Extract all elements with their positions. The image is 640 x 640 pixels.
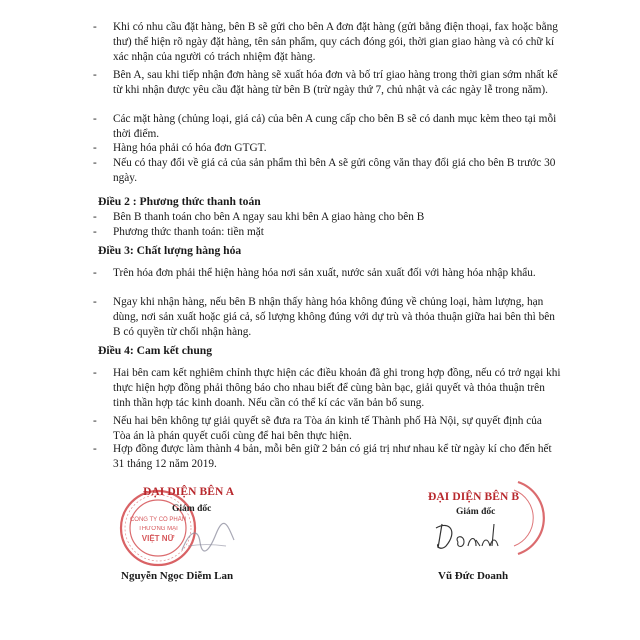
- bullet-dash: -: [93, 443, 97, 455]
- bullet-dash: -: [93, 157, 97, 169]
- party-b-name: Vũ Đức Doanh: [438, 570, 509, 582]
- list-item: [93, 295, 561, 341]
- list-item: [93, 112, 561, 142]
- list-item: [93, 266, 561, 281]
- bullet-dash: -: [93, 267, 97, 279]
- list-item: [93, 442, 561, 472]
- item-text: Bên B thanh toán cho bên A ngay sau khi bên A giao hàng cho bên B: [113, 211, 425, 223]
- list-item: [93, 141, 561, 156]
- list-item: [93, 156, 561, 186]
- bullet-dash: -: [93, 113, 97, 125]
- party-a-title: ĐẠI DIỆN BÊN A: [143, 486, 235, 498]
- item-text: Hàng hóa phải có hóa đơn GTGT.: [113, 142, 267, 154]
- stamp-line: THƯƠNG MẠI: [138, 526, 178, 532]
- bullet-dash: -: [93, 226, 97, 238]
- list-item: [93, 366, 561, 412]
- bullet-dash: -: [93, 142, 97, 154]
- item-text: Khi có nhu cầu đặt hàng, bên B sẽ gửi cho bên A đơn đặt hàng (gửi bằng điện thoại, fax hoặc bằng thư) thể hiện rõ ngày đặt hàng, tên sản phẩm, quy cách đóng gói, thời gian giao hàng và có chữ kí xác nhận của người có trách nhiệm đặt hàng.: [113, 21, 558, 64]
- bullet-dash: -: [93, 367, 97, 379]
- list-item: [93, 210, 561, 225]
- section-heading: Điều 4: Cam kết chung: [98, 344, 213, 357]
- party-a-position: Giám đốc: [172, 504, 212, 514]
- party-b-signature: [430, 518, 510, 556]
- bullet-dash: -: [93, 21, 97, 33]
- party-b-title: ĐẠI DIỆN BÊN B: [428, 491, 520, 503]
- bullet-dash: -: [93, 211, 97, 223]
- list-item: [93, 225, 561, 240]
- section-heading: Điều 2 : Phương thức thanh toán: [98, 195, 261, 208]
- stamp-line: CÔNG TY CỔ PHẦN: [129, 517, 187, 523]
- party-a-signature: [178, 520, 238, 560]
- item-text: Trên hóa đơn phải thể hiện hàng hóa nơi sản xuất, nước sản xuất đối với hàng hóa nhập khẩu.: [113, 267, 536, 279]
- item-text: Hợp đồng được làm thành 4 bản, mỗi bên giữ 2 bản có giá trị như nhau kể từ ngày kí cho đến hết 31 tháng 12 năm 2019.: [113, 443, 552, 471]
- party-b-position: Giám đốc: [456, 507, 496, 517]
- item-text: Nếu hai bên không tự giải quyết sẽ đưa ra Tòa án kinh tế Thành phố Hà Nội, sự quyết định của Tòa án là phán quyết cuối cùng để hai bên thực hiện.: [113, 415, 542, 443]
- stamp-line: VIỆT NỮ: [141, 534, 175, 543]
- item-text: Các mặt hàng (chủng loại, giá cả) của bên A cung cấp cho bên B sẽ có danh mục kèm theo tại mỗi thời điểm.: [113, 113, 557, 141]
- item-text: Bên A, sau khi tiếp nhận đơn hàng sẽ xuất hóa đơn và bố trí giao hàng trong thời gian sớm nhất kể từ khi nhận được yêu cầu đặt hàng từ bên B (trừ ngày thứ 7, chủ nhật và các ngày lễ trong năm).: [113, 69, 558, 97]
- bullet-dash: -: [93, 296, 97, 308]
- item-text: Ngay khi nhận hàng, nếu bên B nhận thấy hàng hóa không đúng về chủng loại, hàm lượng, hạn dùng, nơi sản xuất hoặc giá cả, số lượng không đúng với dự trù và thỏa thuận giữa hai bên thì bên B có quyền từ chối nhận hàng.: [113, 296, 555, 339]
- list-item: [93, 414, 561, 444]
- list-item: [93, 68, 561, 98]
- list-item: [93, 20, 561, 66]
- section-heading: Điều 3: Chất lượng hàng hóa: [98, 244, 242, 257]
- item-text: Nếu có thay đổi về giá cả của sản phẩm thì bên A sẽ gửi công văn thay đổi giá cho bên B trước 30 ngày.: [113, 157, 556, 185]
- party-a-name: Nguyễn Ngọc Diễm Lan: [121, 570, 234, 582]
- item-text: Hai bên cam kết nghiêm chỉnh thực hiện các điều khoản đã ghi trong hợp đồng, nếu có trở ngại khi thực hiện hợp đồng phải thông báo cho nhau biết để cùng bàn bạc, giải quyết và thỏa thuận trên tinh thần hợp tác kinh doanh. Nếu cần có thể kí các văn bản bổ sung.: [113, 367, 561, 410]
- bullet-dash: -: [93, 69, 97, 81]
- item-text: Phương thức thanh toán: tiền mặt: [113, 226, 264, 238]
- bullet-dash: -: [93, 415, 97, 427]
